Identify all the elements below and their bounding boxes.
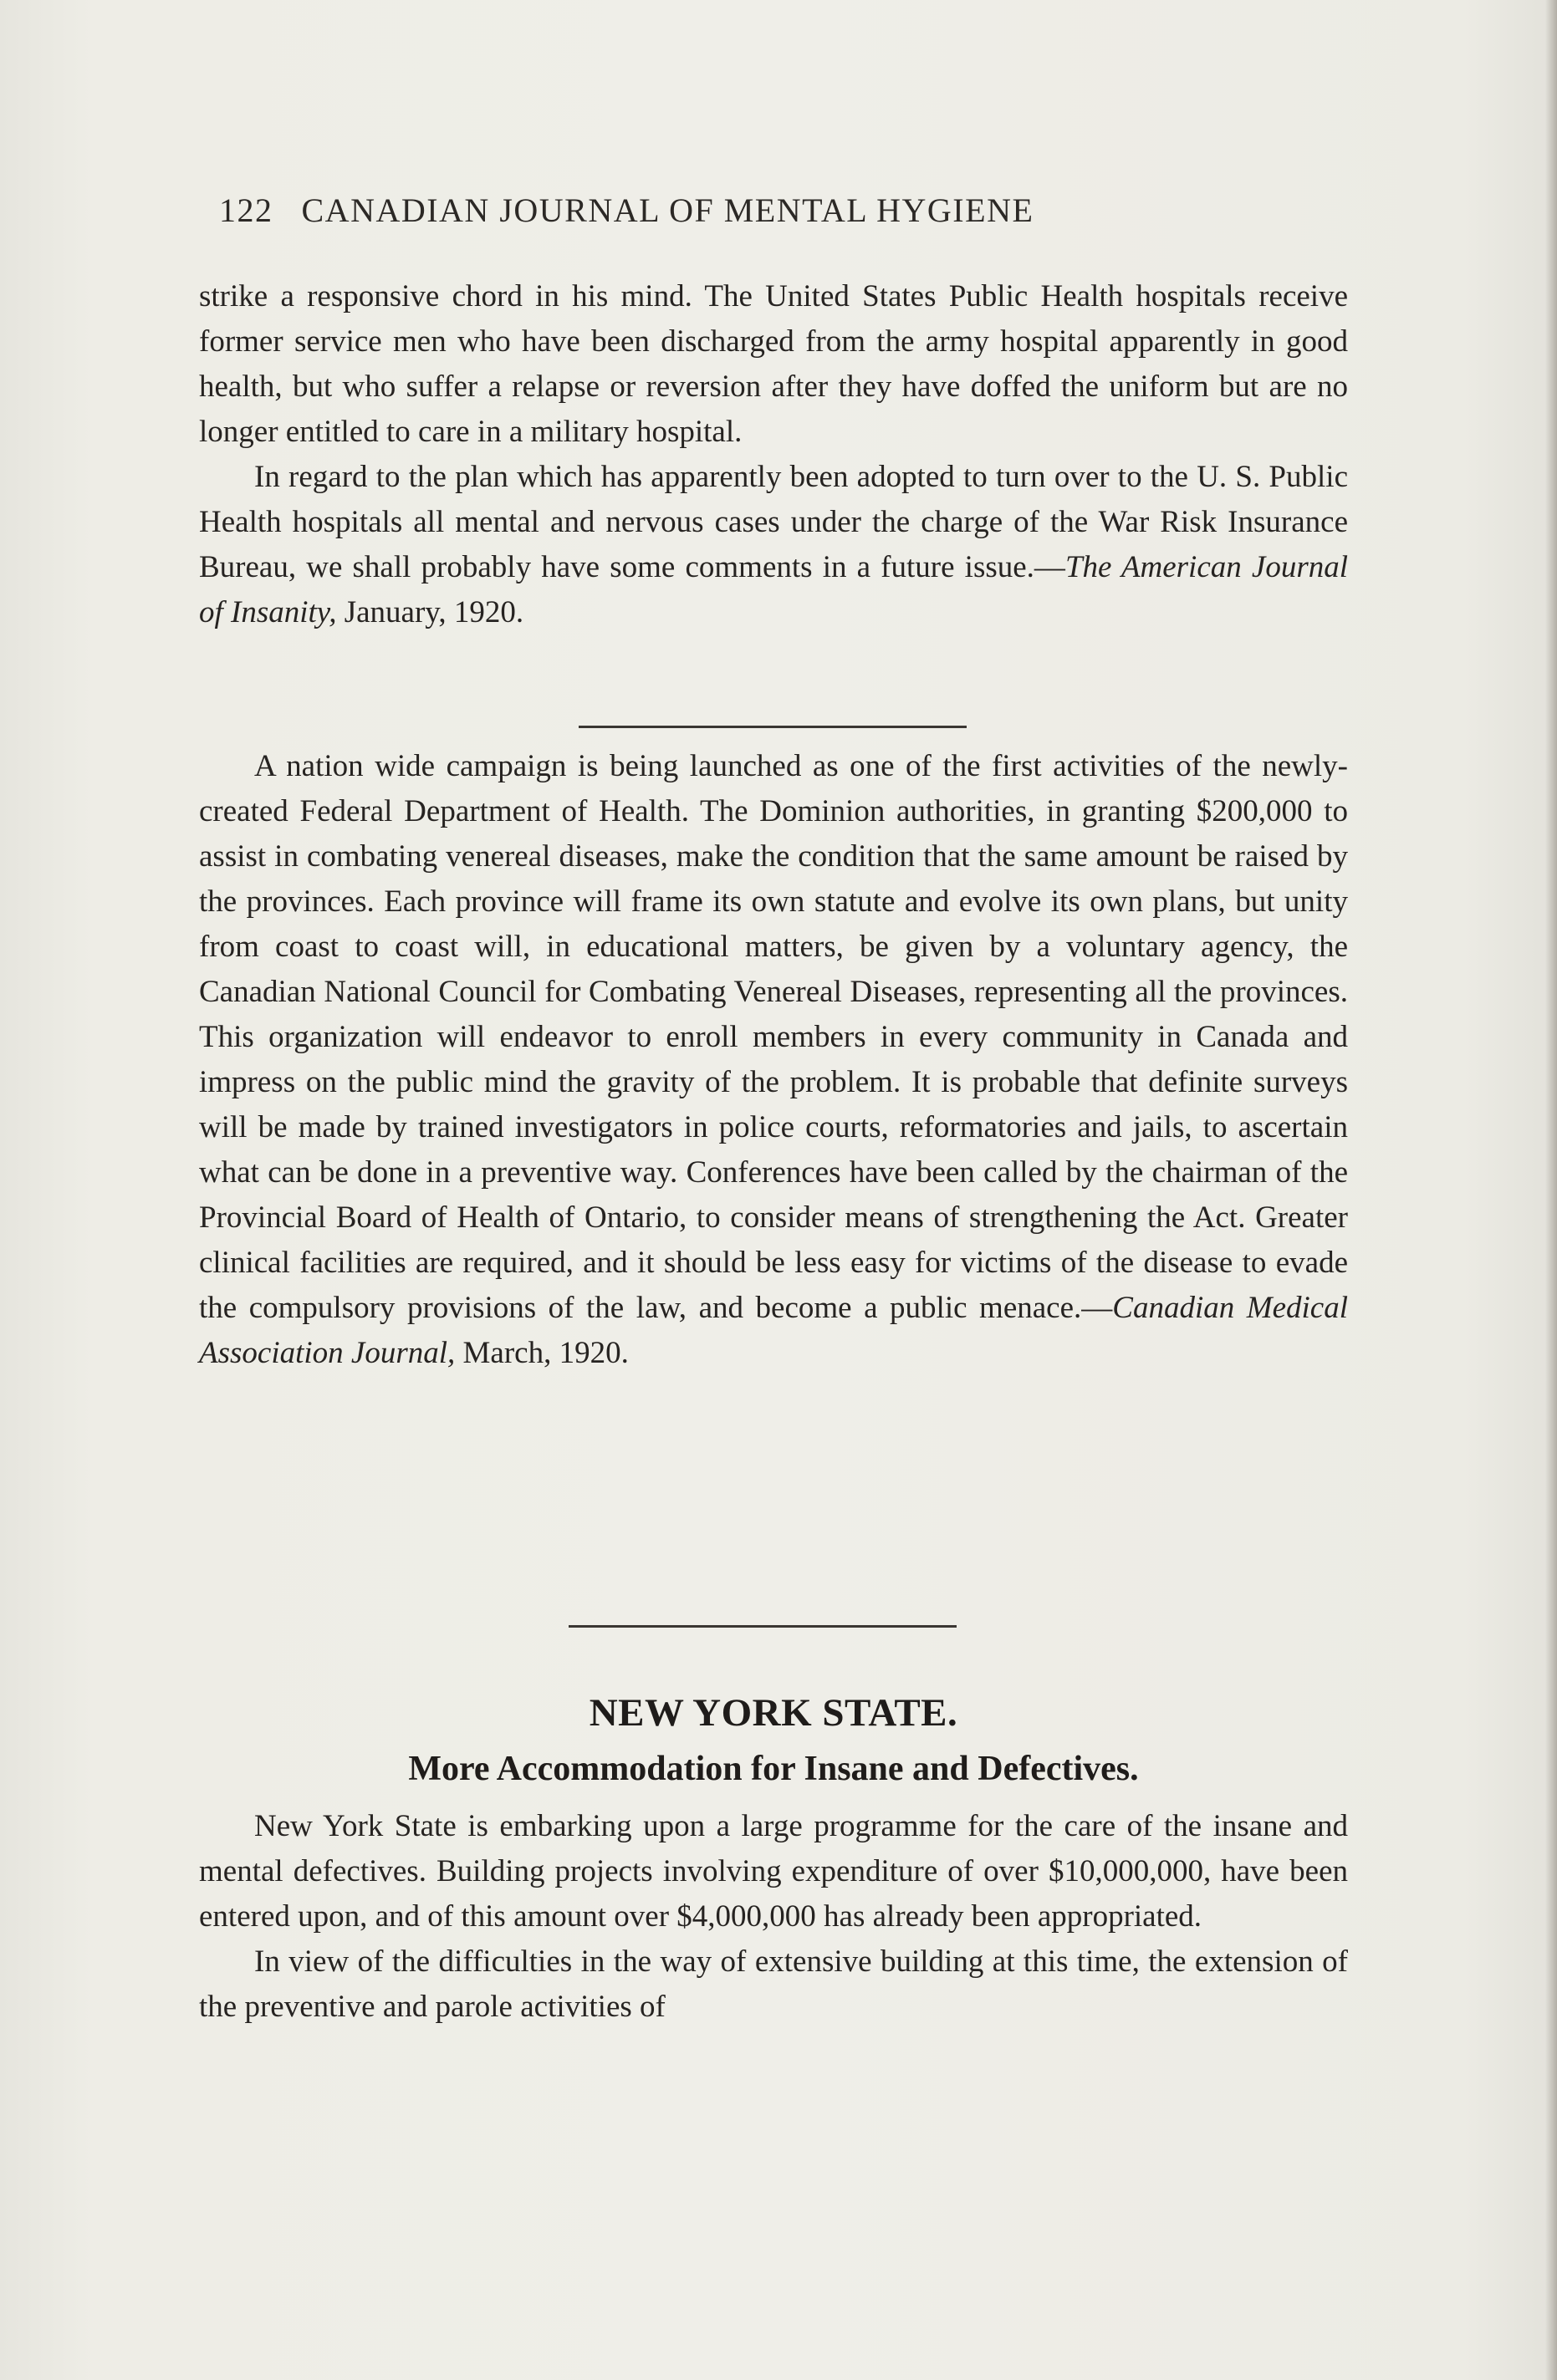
page-edge — [1545, 0, 1557, 2380]
source-citation: Canadian Medical Association Journal, — [199, 1291, 1348, 1370]
citation-date: March, 1920. — [455, 1336, 629, 1370]
page-number: 122 — [219, 191, 273, 229]
citation-date: January, 1920. — [336, 595, 524, 629]
article-new-york — [199, 1804, 1348, 2030]
article1-paragraph-2: In regard to the plan which has apparently been adopted to turn over to the U. S. Public Health hospitals all mental and nervous cases under the charge of the War Risk Insurance Bureau, we shall probably have some comments in a future issue.—The American Journal of Insanity, January, 1920. — [199, 460, 1349, 629]
section-subtitle: More Accommodation for Insane and Defectives. — [408, 1750, 1139, 1788]
section-title: NEW YORK STATE. — [589, 1691, 958, 1735]
section-divider-2 — [569, 1625, 957, 1628]
section-paragraph-2: In view of the difficulties in the way of extensive building at this time, the extension of the preventive and parole activities of — [199, 1944, 1348, 2024]
journal-title: CANADIAN JOURNAL OF MENTAL HYGIENE — [301, 191, 1034, 229]
article-american-journal — [199, 274, 1348, 635]
article1-paragraph-1: strike a responsive chord in his mind. The United States Public Health hospitals receive former service men who have been discharged from the army hospital apparently in good health, but who suffer a relapse or reversion after they have doffed the uniform but are no longer entitled to care in a military hospital. — [199, 279, 1348, 449]
source-citation: The American Journal of Insanity, — [199, 550, 1349, 629]
section-paragraph-1: New York State is embarking upon a large programme for the care of the insane and mental defectives. Building projects involving expenditure of over $10,000,000, have been entered upon, and of this amount over $4,000,000 has already been appropriated. — [199, 1809, 1348, 1934]
article-canadian-medical — [199, 744, 1348, 1376]
article2-paragraph: A nation wide campaign is being launched as one of the first activities of the newly-created Federal Department of Health. The Dominion authorities, in granting $200,000 to assist in combating venereal diseases, make the condition that the same amount be raised by the provinces. Each province will frame its own statute and evolve its own plans, but unity from coast to coast will, in educational matters, be given by a voluntary agency, the Canadian National Council for Combating Venereal Diseases, representing all the provinces. This organization will endeavor to enroll members in every community in Canada and impress on the public mind the gravity of the problem. It is probable that definite surveys will be made by trained investigators in police courts, reformatories and jails, to ascertain what can be done in a preventive way. Conferences have been called by the chairman of the Provincial Board of Health of Ontario, to consider means of strengthening the Act. Greater clinical facilities are required, and it should be less easy for victims of the disease to evade the compulsory provisions of the law, and become a public menace.—Canadian Medical Association Journal, March, 1920. — [199, 749, 1348, 1370]
section-divider-1 — [579, 726, 967, 728]
running-header — [219, 191, 1348, 230]
